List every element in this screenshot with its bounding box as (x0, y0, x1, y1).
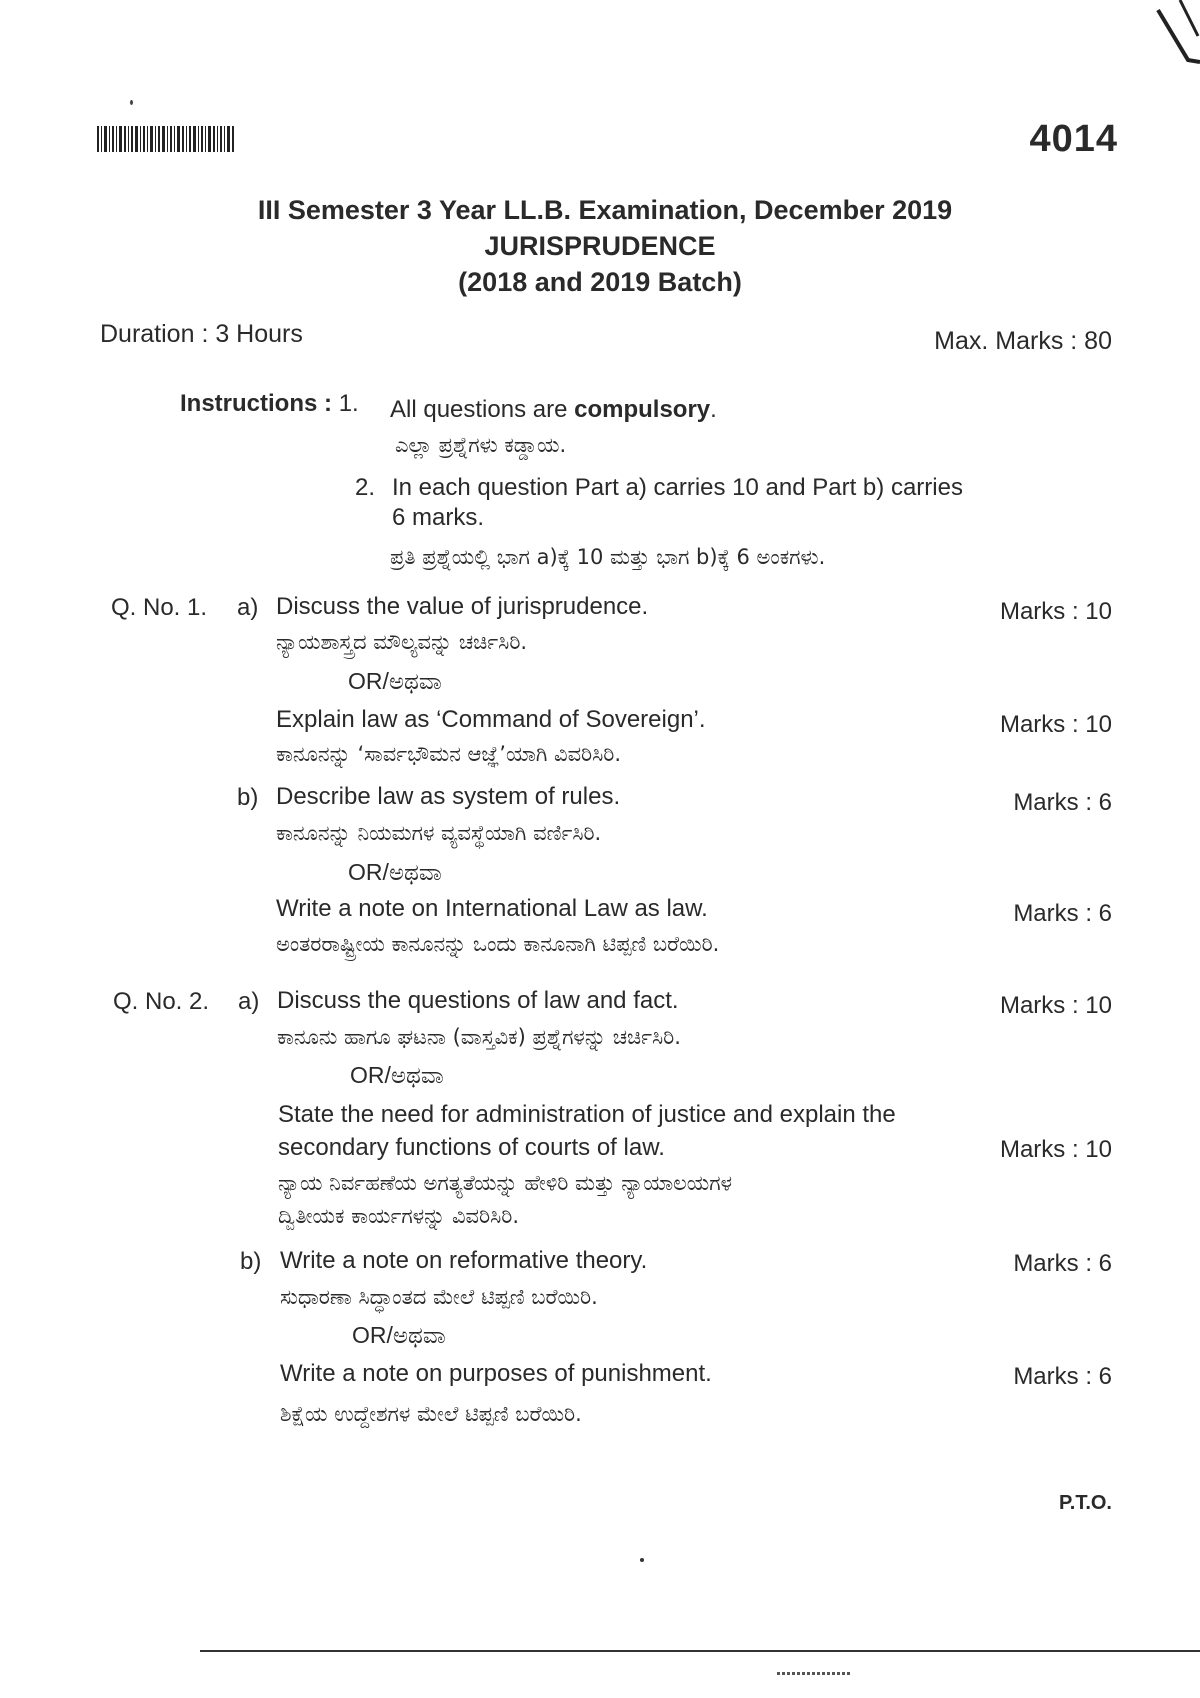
marks-label: Marks : 6 (1013, 900, 1112, 927)
bottom-rule (200, 1650, 1200, 1652)
pto-label: P.T.O. (1059, 1492, 1112, 1514)
part-label: a) (237, 594, 259, 621)
instruction-2-en-line2: 6 marks. (392, 504, 485, 531)
instruction-1-emphasis: compulsory (574, 396, 711, 423)
duration: Duration : 3 Hours (100, 320, 303, 348)
question-text: Describe law as system of rules. (276, 783, 621, 810)
or-separator: OR/ಅಥವಾ (348, 859, 442, 885)
barcode-icon (97, 126, 237, 152)
question-text: State the need for administration of justice and explain the (278, 1101, 896, 1128)
batch-title: (2018 and 2019 Batch) (458, 267, 742, 297)
question-text: Write a note on purposes of punishment. (280, 1360, 712, 1387)
paper-code: 4014 (1029, 118, 1118, 160)
marks-label: Marks : 10 (999, 1136, 1112, 1163)
exam-title: III Semester 3 Year LL.B. Examination, December 2019 (257, 195, 953, 225)
or-separator: OR/ಅಥವಾ (350, 1062, 444, 1088)
instruction-1-kn: ಎಲ್ಲಾ ಪ್ರಶ್ನೆಗಳು ಕಡ್ಡಾಯ. (395, 433, 567, 457)
question-text: Write a note on reformative theory. (280, 1247, 648, 1274)
question-text-kannada: ಶಿಕ್ಷೆಯ ಉದ್ದೇಶಗಳ ಮೇಲೆ ಟಿಪ್ಪಣಿ ಬರೆಯಿರಿ. (280, 1402, 582, 1426)
question-number: Q. No. 2. (113, 988, 210, 1015)
question-text: Discuss the value of jurisprudence. (276, 593, 649, 620)
part-label: b) (237, 784, 259, 811)
instructions-label (180, 390, 359, 418)
stray-dot (640, 1558, 644, 1562)
question-text-kannada: ನ್ಯಾಯಶಾಸ್ತ್ರದ ಮೌಲ್ಯವನ್ನು ಚರ್ಚಿಸಿರಿ. (276, 630, 528, 654)
instruction-number: 1. (338, 390, 359, 417)
marks-label: Marks : 6 (1013, 1250, 1112, 1277)
marks-label: Marks : 6 (1013, 789, 1112, 816)
exam-title-block (0, 192, 1200, 300)
instruction-2-kn: ಪ್ರತಿ ಪ್ರಶ್ನೆಯಲ್ಲಿ ಭಾಗ a)ಕ್ಕೆ 10 ಮತ್ತು ಭಾಗ b)ಕ್ಕೆ 6 ಅಂಕಗಳು. (390, 545, 826, 569)
question-text-kannada: ಕಾನೂನನ್ನು ‘ಸಾರ್ವಭೌಮನ ಆಜ್ಞೆ’ಯಾಗಿ ವಿವರಿಸಿರಿ. (276, 742, 622, 766)
footer-scribble (777, 1672, 852, 1675)
instruction-1-punct: . (710, 396, 717, 423)
question-text: Discuss the questions of law and fact. (277, 987, 679, 1014)
marks-label: Marks : 6 (1013, 1363, 1112, 1390)
or-separator: OR/ಅಥವಾ (352, 1322, 446, 1348)
instruction-2-en-line1: In each question Part a) carries 10 and Part b) carries (392, 474, 963, 501)
subject-title: JURISPRUDENCE (484, 231, 716, 261)
question-text: Write a note on International Law as law. (276, 895, 708, 922)
part-label: b) (240, 1248, 262, 1275)
or-separator: OR/ಅಥವಾ (348, 668, 442, 694)
question-text-kannada: ಸುಧಾರಣಾ ಸಿದ್ಧಾಂತದ ಮೇಲೆ ಟಿಪ್ಪಣಿ ಬರೆಯಿರಿ. (280, 1285, 598, 1309)
max-marks: Max. Marks : 80 (934, 327, 1112, 355)
marks-label: Marks : 10 (999, 711, 1112, 738)
instruction-1-en (390, 395, 717, 425)
corner-scan-mark (1140, 0, 1200, 70)
question-text-kannada: ಕಾನೂನು ಹಾಗೂ ಘಟನಾ (ವಾಸ್ತವಿಕ) ಪ್ರಶ್ನೆಗಳನ್ನು ಚರ್ಚಿಸಿರಿ. (277, 1025, 681, 1049)
question-text-kannada: ಕಾನೂನನ್ನು ನಿಯಮಗಳ ವ್ಯವಸ್ಥೆಯಾಗಿ ವರ್ಣಿಸಿರಿ. (276, 821, 602, 845)
stray-dot (130, 100, 133, 105)
question-text-kannada: ದ್ವಿತೀಯಕ ಕಾರ್ಯಗಳನ್ನು ವಿವರಿಸಿರಿ. (278, 1204, 520, 1228)
marks-label: Marks : 10 (999, 992, 1112, 1019)
question-number: Q. No. 1. (111, 594, 208, 621)
instructions-heading: Instructions : (180, 390, 333, 417)
question-text: secondary functions of courts of law. (278, 1134, 665, 1161)
question-text-kannada: ನ್ಯಾಯ ನಿರ್ವಹಣೆಯ ಅಗತ್ಯತೆಯನ್ನು ಹೇಳಿರಿ ಮತ್ತು ನ್ಯಾಯಾಲಯಗಳ (278, 1171, 733, 1195)
part-label: a) (238, 988, 260, 1015)
question-text-kannada: ಅಂತರರಾಷ್ಟ್ರೀಯ ಕಾನೂನನ್ನು ಒಂದು ಕಾನೂನಾಗಿ ಟಿಪ್ಪಣಿ ಬರೆಯಿರಿ. (276, 932, 720, 956)
question-text: Explain law as ‘Command of Sovereign’. (276, 706, 706, 733)
instruction-1-text: All questions are (390, 396, 575, 423)
instruction-number: 2. (355, 474, 376, 501)
marks-label: Marks : 10 (999, 598, 1112, 625)
